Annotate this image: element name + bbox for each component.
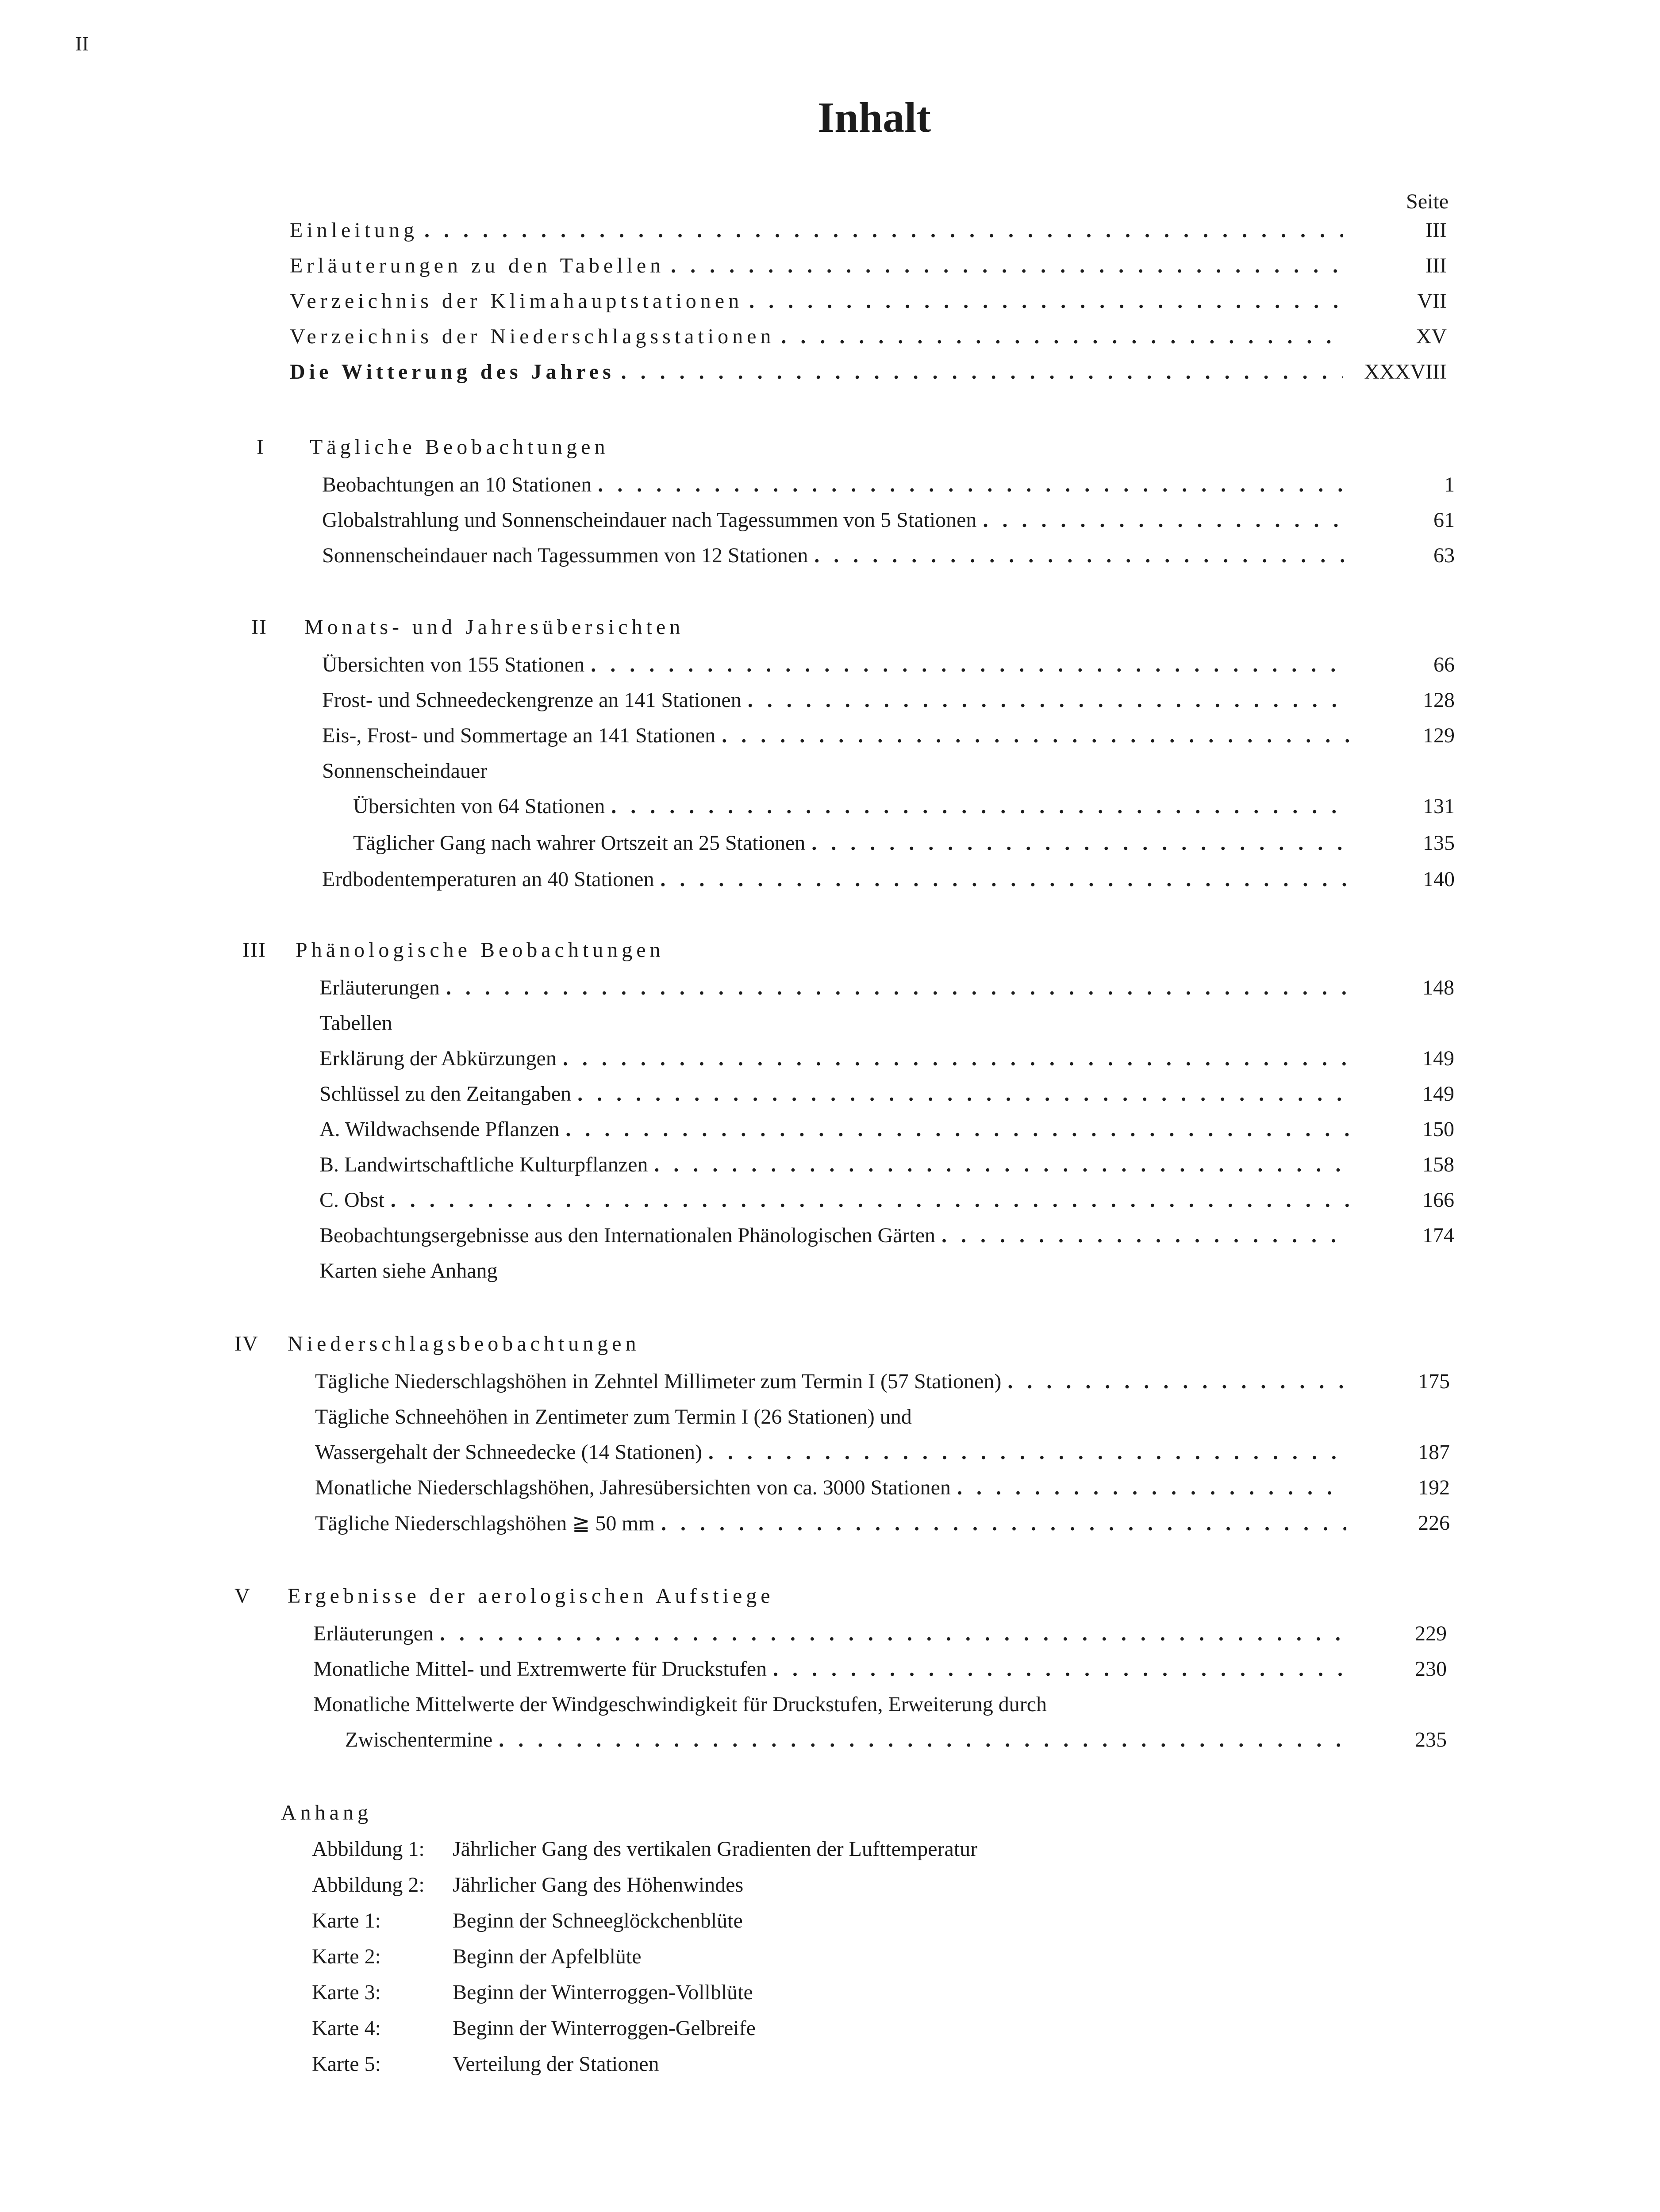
toc-entry: Einleitung . . . III	[290, 218, 1349, 245]
section-heading: II Monats- und Jahresübersichten	[251, 615, 684, 639]
toc-entry: Übersichten von 64 Stationen . . . 131	[353, 794, 1357, 821]
toc-page-number: 149	[1422, 1047, 1454, 1070]
toc-subheading: Karten siehe Anhang	[319, 1259, 498, 1283]
toc-page-number: 66	[1433, 653, 1455, 676]
toc-page-number: III	[1426, 219, 1447, 242]
section-heading: I Tägliche Beobachtungen	[257, 435, 609, 459]
toc-entry-continuation: Tägliche Schneehöhen in Zentimeter zum Termin I (26 Stationen) und	[315, 1405, 912, 1429]
toc-entry: Übersichten von 155 Stationen . . . 66	[322, 653, 1357, 679]
toc-entry: Die Witterung des Jahres . . . XXXVIII	[290, 360, 1349, 386]
toc-entry: Beobachtungen an 10 Stationen . . . 1	[322, 472, 1357, 499]
toc-entry: Sonnenscheindauer nach Tagessummen von 12 Stationen . . . 63	[322, 543, 1357, 570]
toc-page-number: XXXVIII	[1364, 360, 1447, 384]
toc-entry: A. Wildwachsende Pflanzen . . . 150	[319, 1117, 1357, 1144]
toc-entry: Tägliche Niederschlagshöhen in Zehntel Millimeter zum Termin I (57 Stationen) . . . 175	[315, 1369, 1353, 1396]
toc-entry: Schlüssel zu den Zeitangaben . . . 149	[319, 1082, 1357, 1108]
toc-entry: B. Landwirtschaftliche Kulturpflanzen . . . 158	[319, 1152, 1357, 1179]
toc-entry: Erläuterungen . . . 229	[313, 1621, 1349, 1648]
toc-entry: Verzeichnis der Klimahauptstationen . . . VII	[290, 289, 1349, 315]
toc-page-number: 175	[1418, 1370, 1450, 1393]
toc-page-number: 140	[1423, 868, 1455, 891]
toc-entry: Monatliche Mittel- und Extremwerte für Druckstufen . . . 230	[313, 1657, 1349, 1683]
toc-entry: Erläuterungen zu den Tabellen . . . III	[290, 253, 1349, 280]
section-heading: III Phänologische Beobachtungen	[242, 938, 665, 962]
toc-page-number: 230	[1415, 1657, 1447, 1681]
toc-page-number: 148	[1422, 976, 1454, 999]
toc-entry: C. Obst . . . 166	[319, 1188, 1357, 1214]
toc-page-number: XV	[1416, 325, 1447, 348]
toc-entry: Erdbodentemperaturen an 40 Stationen . . . 140	[322, 867, 1357, 894]
toc-entry: Täglicher Gang nach wahrer Ortszeit an 25 Stationen . . . 135	[353, 831, 1357, 857]
seite-column-label: Seite	[1406, 190, 1449, 213]
toc-page-number: VII	[1417, 289, 1447, 313]
toc-page-number: 149	[1422, 1082, 1454, 1106]
toc-entry: Monatliche Niederschlagshöhen, Jahresübersichten von ca. 3000 Stationen . . . 192	[315, 1475, 1353, 1502]
toc-entry: Verzeichnis der Niederschlagsstationen . . . XV	[290, 324, 1349, 351]
toc-entry: Globalstrahlung und Sonnenscheindauer nach Tagessummen von 5 Stationen . . . 61	[322, 508, 1357, 534]
toc-page-number: 235	[1415, 1728, 1447, 1751]
toc-subheading: Tabellen	[319, 1011, 392, 1035]
toc-entry: Erklärung der Abkürzungen . . . 149	[319, 1046, 1357, 1073]
annex-heading: Anhang	[281, 1801, 372, 1824]
section-heading: IV Niederschlagsbeobachtungen	[234, 1332, 640, 1356]
toc-entry: Eis-, Frost- und Sommertage an 141 Stationen . . . 129	[322, 723, 1357, 750]
toc-entry-continuation: Monatliche Mittelwerte der Windgeschwindigkeit für Druckstufen, Erweiterung durch	[313, 1693, 1047, 1716]
toc-page-number: 61	[1433, 508, 1455, 532]
toc-entry: Zwischentermine . . . 235	[345, 1728, 1349, 1754]
page-title: Inhalt	[817, 94, 931, 142]
toc-page-number: 129	[1423, 724, 1455, 747]
toc-page-number: 174	[1422, 1224, 1454, 1247]
toc-entry: Beobachtungsergebnisse aus den Internationalen Phänologischen Gärten . . . 174	[319, 1223, 1357, 1250]
toc-page-number: 1	[1444, 473, 1455, 496]
toc-entry: Erläuterungen . . . 148	[319, 975, 1357, 1002]
toc-page-number: 187	[1418, 1440, 1450, 1464]
toc-page-number: 150	[1422, 1118, 1454, 1141]
toc-page-number: 63	[1433, 544, 1455, 567]
toc-subheading: Sonnenscheindauer	[322, 759, 488, 783]
toc-entry: Wassergehalt der Schneedecke (14 Stationen) . . . 187	[315, 1440, 1353, 1467]
toc-entry: Frost- und Schneedeckengrenze an 141 Stationen . . . 128	[322, 688, 1357, 714]
toc-page-number: 158	[1422, 1153, 1454, 1176]
page-number: II	[75, 32, 89, 55]
section-heading: V Ergebnisse der aerologischen Aufstiege	[234, 1584, 774, 1608]
toc-page-number: 166	[1422, 1188, 1454, 1212]
toc-page-number: 226	[1418, 1511, 1450, 1535]
toc-page-number: 131	[1423, 795, 1455, 818]
toc-page-number: 135	[1423, 831, 1455, 855]
toc-entry: Tägliche Niederschlagshöhen ≧ 50 mm . . . 226	[315, 1511, 1353, 1537]
toc-page-number: 128	[1423, 688, 1455, 712]
toc-page-number: 229	[1415, 1622, 1447, 1645]
toc-page-number: 192	[1418, 1476, 1450, 1499]
toc-page-number: III	[1426, 254, 1447, 277]
